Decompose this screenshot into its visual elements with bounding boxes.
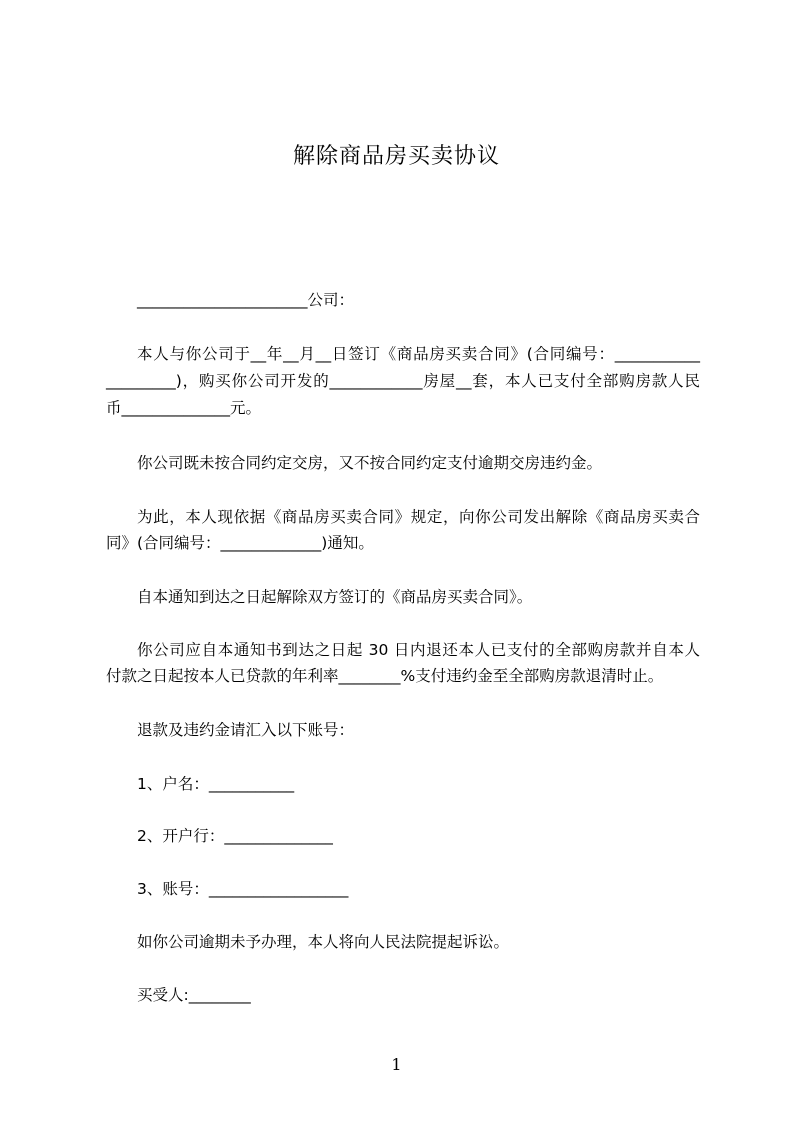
paragraph-refund-line-2: 付款之日起按本人已贷款的年利率________%支付违约金至全部购房款退清时止。 [106,667,664,685]
paragraph-purchase-line-3: 币______________元。 [106,399,262,417]
paragraph-purchase-line-2: _________)，购买你公司开发的____________房屋__套，本人已支付全部购房款人民 [106,372,700,390]
paragraph-refund-line-1: 你公司应自本通知书到达之日起 30 日内退还本人已支付的全部购房款并自本人 [137,641,700,659]
paragraph-effective-date: 自本通知到达之日起解除双方签订的《商品房买卖合同》。 [137,588,533,606]
addressee-line: ______________________公司： [137,291,355,309]
document-title: 解除商品房买卖协议 [292,144,500,169]
page-number: 1 [391,1055,402,1074]
paragraph-termination-line-1: 为此，本人现依据《商品房买卖合同》规定，向你公司发出解除《商品房买卖合 [137,508,700,526]
buyer-signature-line: 买受人:________ [137,986,251,1004]
account-bank-field: 2、开户行：______________ [137,827,333,845]
account-number-field: 3、账号：__________________ [137,880,349,898]
paragraph-breach: 你公司既未按合同约定交房，又不按合同约定支付逾期交房违约金。 [137,454,603,472]
closing-statement: 如你公司逾期未予办理，本人将向人民法院提起诉讼。 [137,933,510,951]
account-holder-field: 1、户名：___________ [137,775,295,793]
paragraph-purchase-line-1: 本人与你公司于__年__月__日签订《商品房买卖合同》(合同编号：___________ [137,345,700,363]
paragraph-account-intro: 退款及违约金请汇入以下账号： [137,721,355,739]
paragraph-termination-line-2: 同》(合同编号：_____________)通知。 [106,534,374,552]
